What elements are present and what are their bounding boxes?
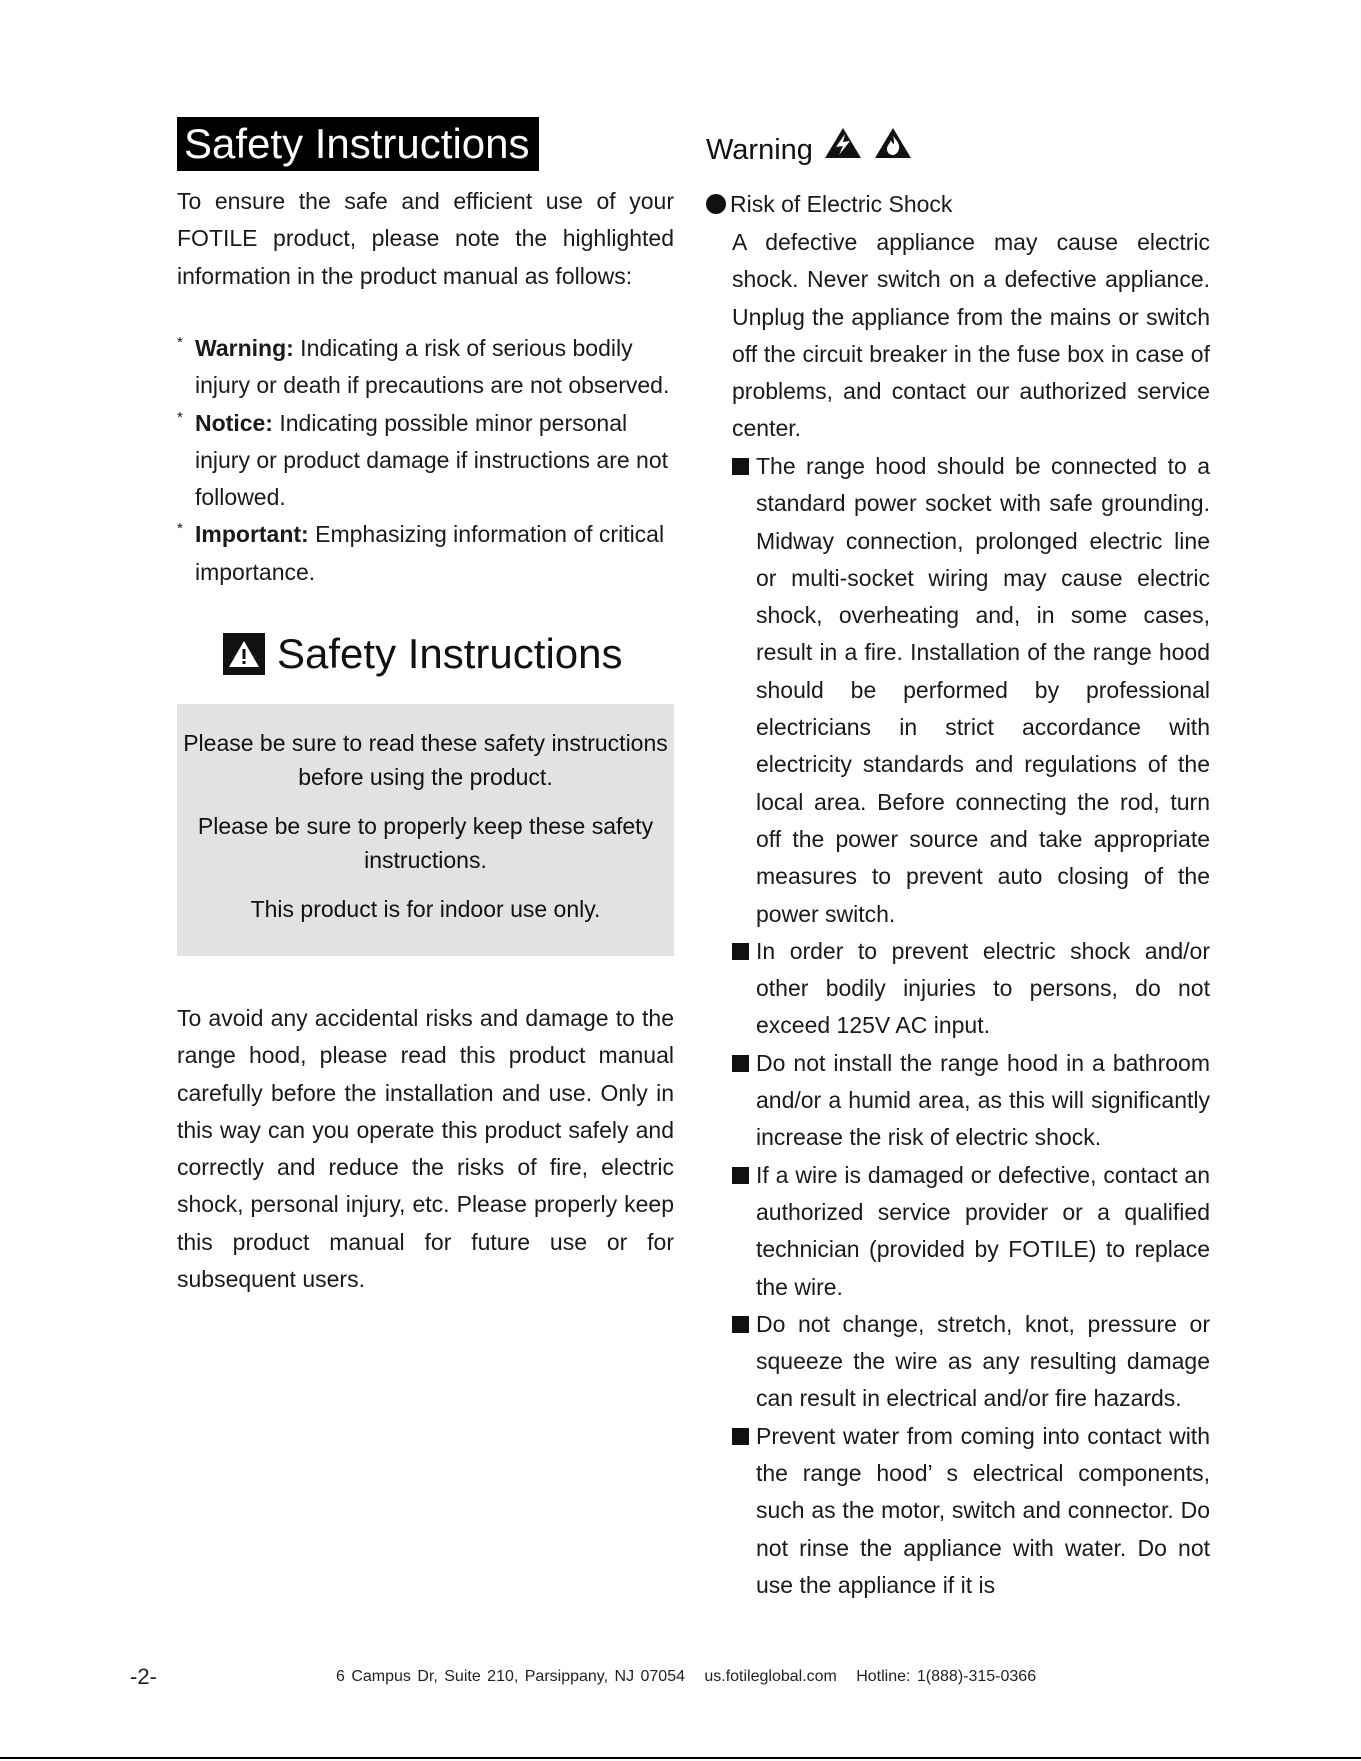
page-title: Safety Instructions [177, 117, 539, 171]
electric-hazard-icon [823, 126, 863, 173]
definition-text: Indicating a risk of serious bodily injury or death if precautions are not observed. [195, 335, 670, 399]
definitions-list [177, 330, 674, 591]
safety-subheading-text: Safety Instructions [277, 630, 623, 677]
definition-term: Notice: [195, 409, 273, 436]
avoid-risks-paragraph: To avoid any accidental risks and damage to the range hood, please read this product manual carefully before the installation and use. Only in this way can you operate this product safely and correctly and reduce the risks of fire, electric shock, personal injury, etc. Please properly keep this product manual for future use or for subsequent users. [177, 1005, 674, 1293]
page-footer [0, 1664, 1361, 1694]
page-number: -2- [130, 1664, 157, 1689]
warning-heading [706, 126, 913, 173]
notice-line: Please be sure to read these safety instructions before using the product. [183, 730, 668, 790]
warning-bullet-list [732, 448, 1210, 1604]
risk-title-text: Risk of Electric Shock [730, 191, 953, 217]
risk-intro-paragraph: A defective appliance may cause electric shock. Never switch on a defective appliance. Unplug the appliance from the mains or switch off the circuit breaker in the fuse box in case of problems, and contact our authorized service center. [732, 229, 1210, 442]
list-item: Do not change, stretch, knot, pressure or squeeze the wire as any resulting damage can result in electrical and/or fire hazards. [732, 1306, 1210, 1418]
list-item: The range hood should be connected to a standard power socket with safe grounding. Midway connection, prolonged electric line or multi-socket wiring may cause electric shock, overheating and, in some cases, result in a fire. Installation of the range hood should be performed by professional electricians in strict accordance with electricity standards and regulations of the local area. Before connecting the rod, turn off the power source and take appropriate measures to prevent auto closing of the power switch. [732, 448, 1210, 933]
bottom-rule [0, 1757, 1361, 1759]
definition-notice: * Notice: Indicating possible minor personal injury or product damage if instructions are not followed. [177, 408, 669, 511]
definition-term: Important: [195, 521, 309, 548]
intro-paragraph: To ensure the safe and efficient use of your FOTILE product, please note the highlighted information in the product manual as follows: [177, 188, 674, 289]
warning-triangle-icon [223, 633, 265, 675]
list-item: In order to prevent electric shock and/or other bodily injuries to persons, do not exceed 125V AC input. [732, 933, 1210, 1045]
footer-contact [336, 1668, 1036, 1686]
bullet-dot-icon [706, 194, 726, 214]
warning-heading-text: Warning [706, 133, 813, 166]
fire-hazard-icon [873, 126, 913, 173]
list-item: Do not install the range hood in a bathroom and/or a humid area, as this will significantly increase the risk of electric shock. [732, 1045, 1210, 1157]
notice-line: Please be sure to properly keep these safety instructions. [197, 813, 654, 873]
list-item: If a wire is damaged or defective, contact an authorized service provider or a qualified technician (provided by FOTILE) to replace the wire. [732, 1157, 1210, 1306]
definition-text: Emphasizing information of critical importance. [195, 521, 665, 585]
safety-subheading [223, 626, 623, 682]
list-item: Prevent water from coming into contact with the range hood’ s electrical components, such as the motor, switch and connector. Do not rinse the appliance with water. Do not use the appliance if it is [732, 1418, 1210, 1604]
definition-important: * Important: Emphasizing information of critical importance. [177, 520, 665, 585]
notice-box [177, 704, 674, 956]
footer-address: 6 Campus Dr, Suite 210, Parsippany, NJ 07054 [336, 1668, 685, 1685]
risk-title [706, 186, 952, 223]
definition-text: Indicating possible minor personal injury or product damage if instructions are not followed. [195, 409, 669, 511]
definition-warning: * Warning: Indicating a risk of serious bodily injury or death if precautions are not observed. [177, 334, 670, 399]
footer-website: us.fotileglobal.com [704, 1668, 837, 1685]
footer-hotline: Hotline: 1(888)-315-0366 [856, 1668, 1037, 1685]
definition-term: Warning: [195, 335, 294, 361]
notice-line: This product is for indoor use only. [250, 896, 601, 922]
